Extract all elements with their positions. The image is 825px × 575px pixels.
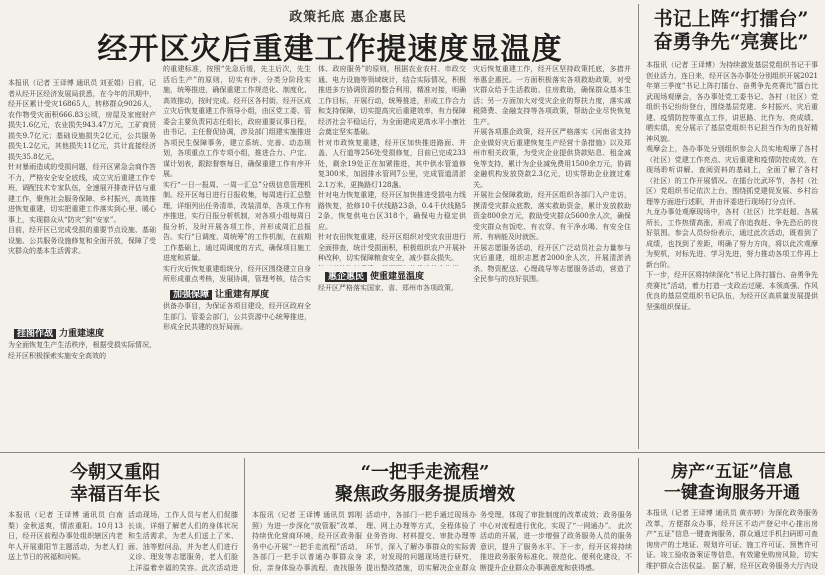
subhead-3: 惠企惠民 使重建显温度 — [321, 268, 469, 283]
article-column-2b: 供备办事目，为保证各项目建设，经开区政府全生部门、管委会部门，公共资源中心统筹推进，形成全民共建的良好局面。 — [163, 302, 311, 331]
lower-divider-2 — [638, 458, 639, 573]
headline-kicker: 政策托底 惠企惠民 — [289, 10, 407, 25]
lower-middle-body-3: 务受理，体现了审批制度的改革成效；政务服务中心对流程进行优化，实现了“一网通办”。 此次活动的开展，进一步增强了政务服务人员的服务意识，提升了服务水平。下一步，经开区将持续推进政务服务标准化、规范化、便利化建设，不断提升企业群众办事满意度和获得感。 — [480, 511, 632, 572]
lower-middle-body: 本报讯（记者 王译博 通讯员 郭刚照）为进一步深化“放管服”改革，持续优化营商环境，经开区政务服务中心开展“一把手走流程”活动，各部门一把手以普通办事群众身份，亲身体验办事流程，查找服务 — [252, 511, 362, 572]
column-divider — [638, 4, 639, 449]
side-headline-line1: 书记上阵“打擂台” — [653, 8, 809, 30]
article-column-3b: 经开区严格落实国家、省、郑州市各项政策。 — [318, 284, 458, 292]
lower-divider-1 — [244, 458, 245, 573]
lower-left-body: 本报讯（记者 王译博 通讯员 白南梨）金秋送爽，情浓重阳。10月13日，经开区前程办事处组织辖区内老年人开展重阳节主题活动，为老人们送上节日的祝福和问候。 — [8, 511, 123, 561]
lower-left-body-2: 活动现场，工作人员与老人们促膝长谈，详细了解老人们的身体状况和生活需求，为老人们送上了米、面、油等慰问品，并为老人们进行义诊、理发等志愿服务，老人们脸上洋溢着幸福的笑容。此次活动进 — [128, 511, 238, 572]
subhead-2: 加强保障 让重建有厚度 — [166, 286, 314, 301]
article-column-1b: 为全面恢复生产生活秩序，根据受损实际情况，经开区积极探索实施安全高效的 — [8, 341, 156, 360]
article-column-4: 灾后恢复重建工作，经开区坚持政策托底，多措并举惠企惠民。一方面积极落实各项救助政策，对受灾群众给予生活救助、住房救助，确保群众基本生活；另一方面加大对受灾企业的帮扶力度，落实减税降费、金融支持等各项政策，帮助企业尽快恢复生产。 开展各项惠企政策，经开区严格落实《河南省支持企业做好灾后重建恢复生产经营十条措施》以及郑州市相关政策，为受灾企业提供贷款贴息、租金减免等支持，累计为企业减免费用1500余万元，协调金融机构发放贷款2.3亿元，切实帮助企业渡过难关。 开展社会保障救助，经开区组织各部门入户走访，摸清受灾群众底数，落实救助资金，累计发放救助资金800余万元，救助受灾群众5600余人次，确保受灾群众有饭吃、有衣穿、有干净水喝、有安全住所、有病能及时就医。 开展志愿服务活动，经开区广泛动员社会力量参与灾后重建，组织志愿者2000余人次，开展清淤消杀、物资配送、心理疏导等志愿服务活动，营造了全民参与的良好氛围。 — [473, 65, 631, 283]
article-column-3: 体、政府服务”的原则，根据农业农村、市政交通、电力设施等领域统计，结合实际情况，积极推进多方协调资源的整合利用，精准对接，明确工作目标，开展行动，统筹推进，形成工作合力和支持保障，切实提高灾后重建效率，有力保障经济社会平稳运行，为全面建成更高水平小康社会奠定坚实基础。 针对市政恢复重建，经开区加快推进路面、井盖、人行道等256处受损修复，目前已完成233处，剩余19处正在加紧推进，其中供水管道修复300米，加固排水管网7公里，完成管道清淤2.1万米，更换路灯128盏。 针对电力恢复重建，经开区加快推进受损电力线路恢复，抢修10千伏线路23条，0.4千伏线路52条，恢复供电台区318个，确保电力稳定供应。 针对农田恢复重建，经开区组织对受灾农田进行全面排查，统计受损面积，积极组织农户开展补种改种，切实保障粮食安全，减少群众损失。 — [318, 65, 466, 262]
lower-middle-headline: “一把手走流程” 聚焦政务服务提质增效 — [335, 462, 515, 505]
main-headline: 经开区灾后重建工作提速度显温度 — [97, 32, 563, 67]
subhead-1: 挂图作战 力重建速度 — [10, 325, 158, 340]
lower-middle-body-2: 活动中，各部门一把手通过现场办理、网上办理等方式，全程体验了业务咨询、材料提交、审批办理等环节，深入了解办事群众的实际需求，对发现的问题现场进行研究，提出整改措施，切实解决企业群众 — [366, 511, 476, 572]
section-divider — [0, 452, 825, 453]
lower-right-headline: 房产“五证”信息 一键查询服务开通 — [664, 462, 800, 503]
article-column-2: 的重建标准，按照“先急后缓，先主后次，先生活后生产”的原则，切实有序、分类分阶段实施，统筹推进，确保重建工作规范化、制度化、高效推动，按时完成。经开区各村街，经开区成立灾后恢复重建工作领导小组，由区党工委、管委会主要负责同志任组长，政府重要议事日程，由书记、主任督促协调，涉及部门组建实施推进各项民生保障事务，建立系统、完善、动态规划，各项重点工作专项小组，推进合力、户定、谋计划表，跟踪督察每日，确保重建工作有序开展。 实行“一日一报周、一周一汇总”分级信息管理机制。经开区每日进行日报收集，每周进行汇总整理，详细列出任务清单，改装清单，各项工作有序推进，实行日报分析机制，对各项小组每周日报分析，及时开展各项工作，并形成周汇总报告。实行“日调度、周统筹”的工作机制，在前期工作基础上，通过周调度的方式，确保项目施工进度和质量。 实行灾后恢复重建组统分，经开区围绕建立自身所形成重点考核，发展协调，管理考核，结合实 — [163, 65, 311, 283]
side-article-body: 本报讯（记者 王译博）为持续激发基层党组织书记干事创业活力，连日来，经开区各办事处分别组织开展2021年第三季度“书记上阵打擂台、奋勇争先亮赛比”擂台比武现场观摩会，各办事处党工委书记、各村（社区）党组织书记纷纷登台，围绕基层党建、乡村振兴、灾后重建、疫情防控等重点工作，讲思路、比作为、亮成绩、晒实绩，充分展示了基层党组织书记担当作为的良好精神风貌。 观摩会上，各办事处分别组织参会人员实地观摩了各村（社区）党建工作亮点、灾后重建和疫情防控成效，在现场聆听讲解、查阅资料的基础上，全面了解了各村（社区）的工作开展情况。在擂台比武环节，各村（社区）党组织书记依次上台，围绕抓党建促发展、乡村治理等方面进行述职，并由评委进行现场打分点评。 九龙办事处观摩现场中，各村（社区）比学赶超、各展所长，工作热情高涨，形成了你追我赶、争先恐后的良好氛围。参会人员纷纷表示，通过此次活动，既看到了成绩，也找到了差距，明确了努力方向，将以此次观摩为契机，对标先进、学习先进，努力推动各项工作再上新台阶。 下一步，经开区将持续深化“书记上阵打擂台、奋勇争先亮赛比”活动，着力打造一支政治过硬、本领高强、作风优良的基层党组织书记队伍，为经开区高质量发展提供坚强组织保证。 — [646, 61, 818, 311]
side-headline — [646, 8, 816, 54]
lower-left-headline: 今朝又重阳 幸福百年长 — [70, 462, 160, 505]
article-column-1: 本报讯（记者 王译博 通讯员 刘亚娟）日前，记者从经开区经济发展局获悉，在今年的汛期中，经开区累计受灾16865人，转移群众9026人，农作物受灾面积666.83公顷，房屋及家庭财产损失1.6亿元，农业损失943.47万元，工矿商贸损失9.7亿元；基础设施损失2亿元，公共服务损失1.2亿元，其他损失11亿元，共计直接经济损失35.8亿元。 针对暴雨造成的受损问题，经开区紧急会商作答不力，严格安全安全底线，成立灾后重建工作专班，调配技术专家队伍，全速展开排查评估与重建工作，聚焦社会服务保障、乡村振兴，高效推进恢复重建，切实把重建工作落实到心里、暖心事上，实现群众从“防灾”到“安家”。 目前，经开区已完成受损的重要节点设施、基础设施、公共服务设施修复和全面开放，保障了受灾群众的基本生活需求。 — [8, 79, 156, 255]
side-headline-line2: 奋勇争先“亮赛比” — [653, 31, 809, 53]
lower-right-body: 本报讯（记者 王译博 通讯员 黄亦婷）为深化政务服务改革，方便群众办事，经开区不动产登记中心推出房产“五证”信息一键查询服务，群众通过手机扫码即可查询房产的土地证、规划许可证、施工许可证、预售许可证、竣工验收备案证等信息，有效避免购房风险，切实维护群众合法权益。 据了解，经开区政务服务大厅内设 — [646, 509, 818, 570]
